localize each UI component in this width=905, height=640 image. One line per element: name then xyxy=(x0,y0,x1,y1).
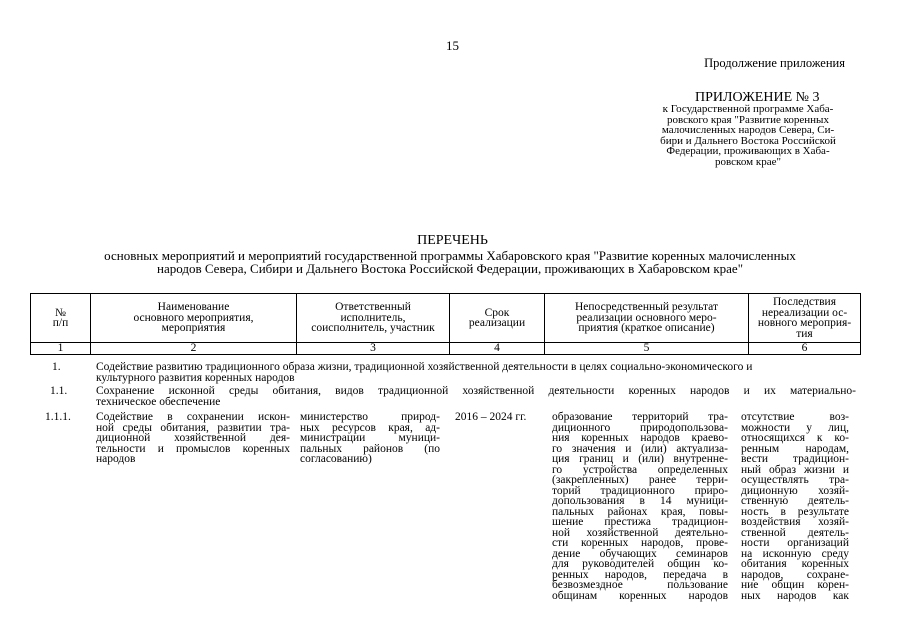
cell-line: ция границ и (или) внутренне- xyxy=(552,453,728,465)
column-number: 4 xyxy=(450,343,545,355)
cell-line: сти коренных народов, прове- xyxy=(552,537,728,549)
cell-line: допользования в 14 муници- xyxy=(552,495,728,507)
header-line: новного мероприя- xyxy=(757,317,852,329)
list-heading: ПЕРЕЧЕНЬ xyxy=(417,233,488,248)
row-text-line: техническое обеспечение xyxy=(96,395,221,408)
col-header-term xyxy=(450,294,545,343)
cell-line: ность в результате xyxy=(741,505,849,518)
list-subheading xyxy=(30,249,870,275)
page-number: 15 xyxy=(446,38,459,53)
subheading-line: основных мероприятий и мероприятий государственной программы Хабаровского края "Развитие коренных малочисленных xyxy=(104,248,796,263)
appendix-line: малочисленных народов Севера, Си- xyxy=(661,124,835,136)
column-number: 1 xyxy=(31,343,91,355)
column-number: 6 xyxy=(749,343,861,355)
column-number: 2 xyxy=(91,343,297,355)
appendix-line: Федерации, проживающих в Хаба- xyxy=(666,145,830,157)
appendix-line: бири и Дальнего Востока Российской xyxy=(660,134,836,147)
header-line: соисполнитель, участник xyxy=(311,322,435,335)
cell-line: диционную хозяй- xyxy=(741,484,849,497)
measure-result xyxy=(552,412,728,601)
measure-name xyxy=(96,412,290,465)
col-header-name xyxy=(91,294,297,343)
cell-line: ренным народам, xyxy=(741,442,849,455)
header-line: тия xyxy=(796,327,813,340)
header-line: реализации xyxy=(468,317,526,329)
row-number: 1.1. xyxy=(50,385,68,397)
cell-line: пальных районах края, повы- xyxy=(552,505,728,518)
cell-line: ственной деятель- xyxy=(741,526,849,539)
measure-executor xyxy=(300,412,440,465)
column-numbers-row xyxy=(31,343,861,355)
cell-line: ние общин корен- xyxy=(741,579,849,591)
header-line: основного мероприятия, xyxy=(133,311,254,324)
cell-line: тельности и промыслов коренных xyxy=(96,442,290,455)
cell-line: образование территорий тра- xyxy=(552,411,728,423)
col-header-result xyxy=(545,294,749,343)
cell-line: осуществлять тра- xyxy=(741,474,849,486)
subheading-line: народов Севера, Сибири и Дальнего Востока Российской Федерации, проживающих в Хабаровском крае" xyxy=(157,261,743,276)
col-header-number xyxy=(31,294,91,343)
row-number: 1. xyxy=(52,361,61,373)
header-line: Ответственный xyxy=(335,301,411,314)
header-line: реализации основного меро- xyxy=(576,311,717,324)
cell-line: диционной хозяйственной дея- xyxy=(96,432,290,444)
cell-line: ственную деятель- xyxy=(741,495,849,507)
cell-line: обитания коренных xyxy=(741,558,849,570)
cell-line: дение обучающих семинаров xyxy=(552,547,728,560)
header-line: Срок xyxy=(484,306,510,319)
cell-line: на исконную среду xyxy=(741,547,849,560)
cell-line: ной хозяйственной деятельно- xyxy=(552,526,728,539)
column-number: 5 xyxy=(545,343,749,355)
header-line: исполнитель, xyxy=(340,311,406,324)
row-number: 1.1.1. xyxy=(45,411,71,423)
appendix-title: ПРИЛОЖЕНИЕ № 3 xyxy=(695,90,820,105)
appendix-line: к Государственной программе Хаба- xyxy=(662,103,834,115)
header-line: № xyxy=(55,306,66,319)
header-line: приятия (краткое описание) xyxy=(578,322,715,335)
header-line: мероприятия xyxy=(161,322,226,335)
cell-line: Содействие в сохранении искон- xyxy=(96,411,290,423)
cell-line: го устройства определенных xyxy=(552,463,728,476)
cell-line: ных народов как xyxy=(741,589,849,602)
measure-consequence xyxy=(741,412,849,601)
header-line: Наименование xyxy=(157,301,230,314)
cell-line: пальных районов (по xyxy=(300,442,440,455)
row-text xyxy=(96,362,856,383)
continuation-note: Продолжение приложения xyxy=(704,56,845,70)
cell-line: общинам коренных народов xyxy=(552,589,728,602)
row-text xyxy=(96,386,856,407)
row-text-line: Содействие развитию традиционного образа жизни, традиционной хозяйственной деятельности в целях социально-экономического и xyxy=(96,361,753,373)
cell-line: министерство природ- xyxy=(300,411,440,423)
cell-line: шение престижа традицион- xyxy=(552,516,728,528)
cell-line: можности у лиц, xyxy=(741,421,849,434)
header-line: Непосредственный результат xyxy=(574,301,718,314)
cell-line: народов xyxy=(96,453,136,465)
cell-line: для руководителей общин ко- xyxy=(552,558,728,570)
header-line: п/п xyxy=(52,317,69,329)
appendix-line: ровского края "Развитие коренных xyxy=(667,113,829,126)
cell-line: ных ресурсов края, ад- xyxy=(300,421,440,434)
row-text-line: Сохранение исконной среды обитания, видов традиционной хозяйственной деятельности коренных народов и их материально- xyxy=(96,385,856,397)
cell-line: народов, сохране- xyxy=(741,568,849,581)
appendix-reference xyxy=(643,104,853,167)
cell-line: безвозмездное пользование xyxy=(552,579,728,591)
col-header-executor xyxy=(297,294,450,343)
header-line: нереализации ос- xyxy=(761,306,848,319)
row-text-line: культурного развития коренных народов xyxy=(96,371,295,384)
cell-line: воздействия хозяй- xyxy=(741,516,849,528)
cell-line: го значения и (или) актуализа- xyxy=(552,442,728,455)
cell-line: ренных народов, передача в xyxy=(552,568,728,581)
cell-line: ния коренных народов краево- xyxy=(552,432,728,444)
measures-table-header xyxy=(30,293,861,355)
cell-line: согласованию) xyxy=(300,453,372,465)
cell-line: ной среды обитания, развитии тра- xyxy=(96,421,290,434)
cell-line: ности организаций xyxy=(741,537,849,549)
cell-line: (закрепленных) ранее терри- xyxy=(552,474,728,486)
cell-line: диционного природопользова- xyxy=(552,421,728,434)
col-header-consequence xyxy=(749,294,861,343)
column-number: 3 xyxy=(297,343,450,355)
cell-line: относящихся к ко- xyxy=(741,432,849,444)
appendix-line: ровском крае" xyxy=(715,155,781,168)
cell-line: торий традиционного приро- xyxy=(552,484,728,497)
cell-line: вести традицион- xyxy=(741,453,849,465)
measure-term: 2016 – 2024 гг. xyxy=(455,411,527,423)
header-line: Последствия xyxy=(773,296,836,308)
cell-line: отсутствие воз- xyxy=(741,411,849,423)
cell-line: министрации муници- xyxy=(300,432,440,444)
cell-line: ный образ жизни и xyxy=(741,463,849,476)
